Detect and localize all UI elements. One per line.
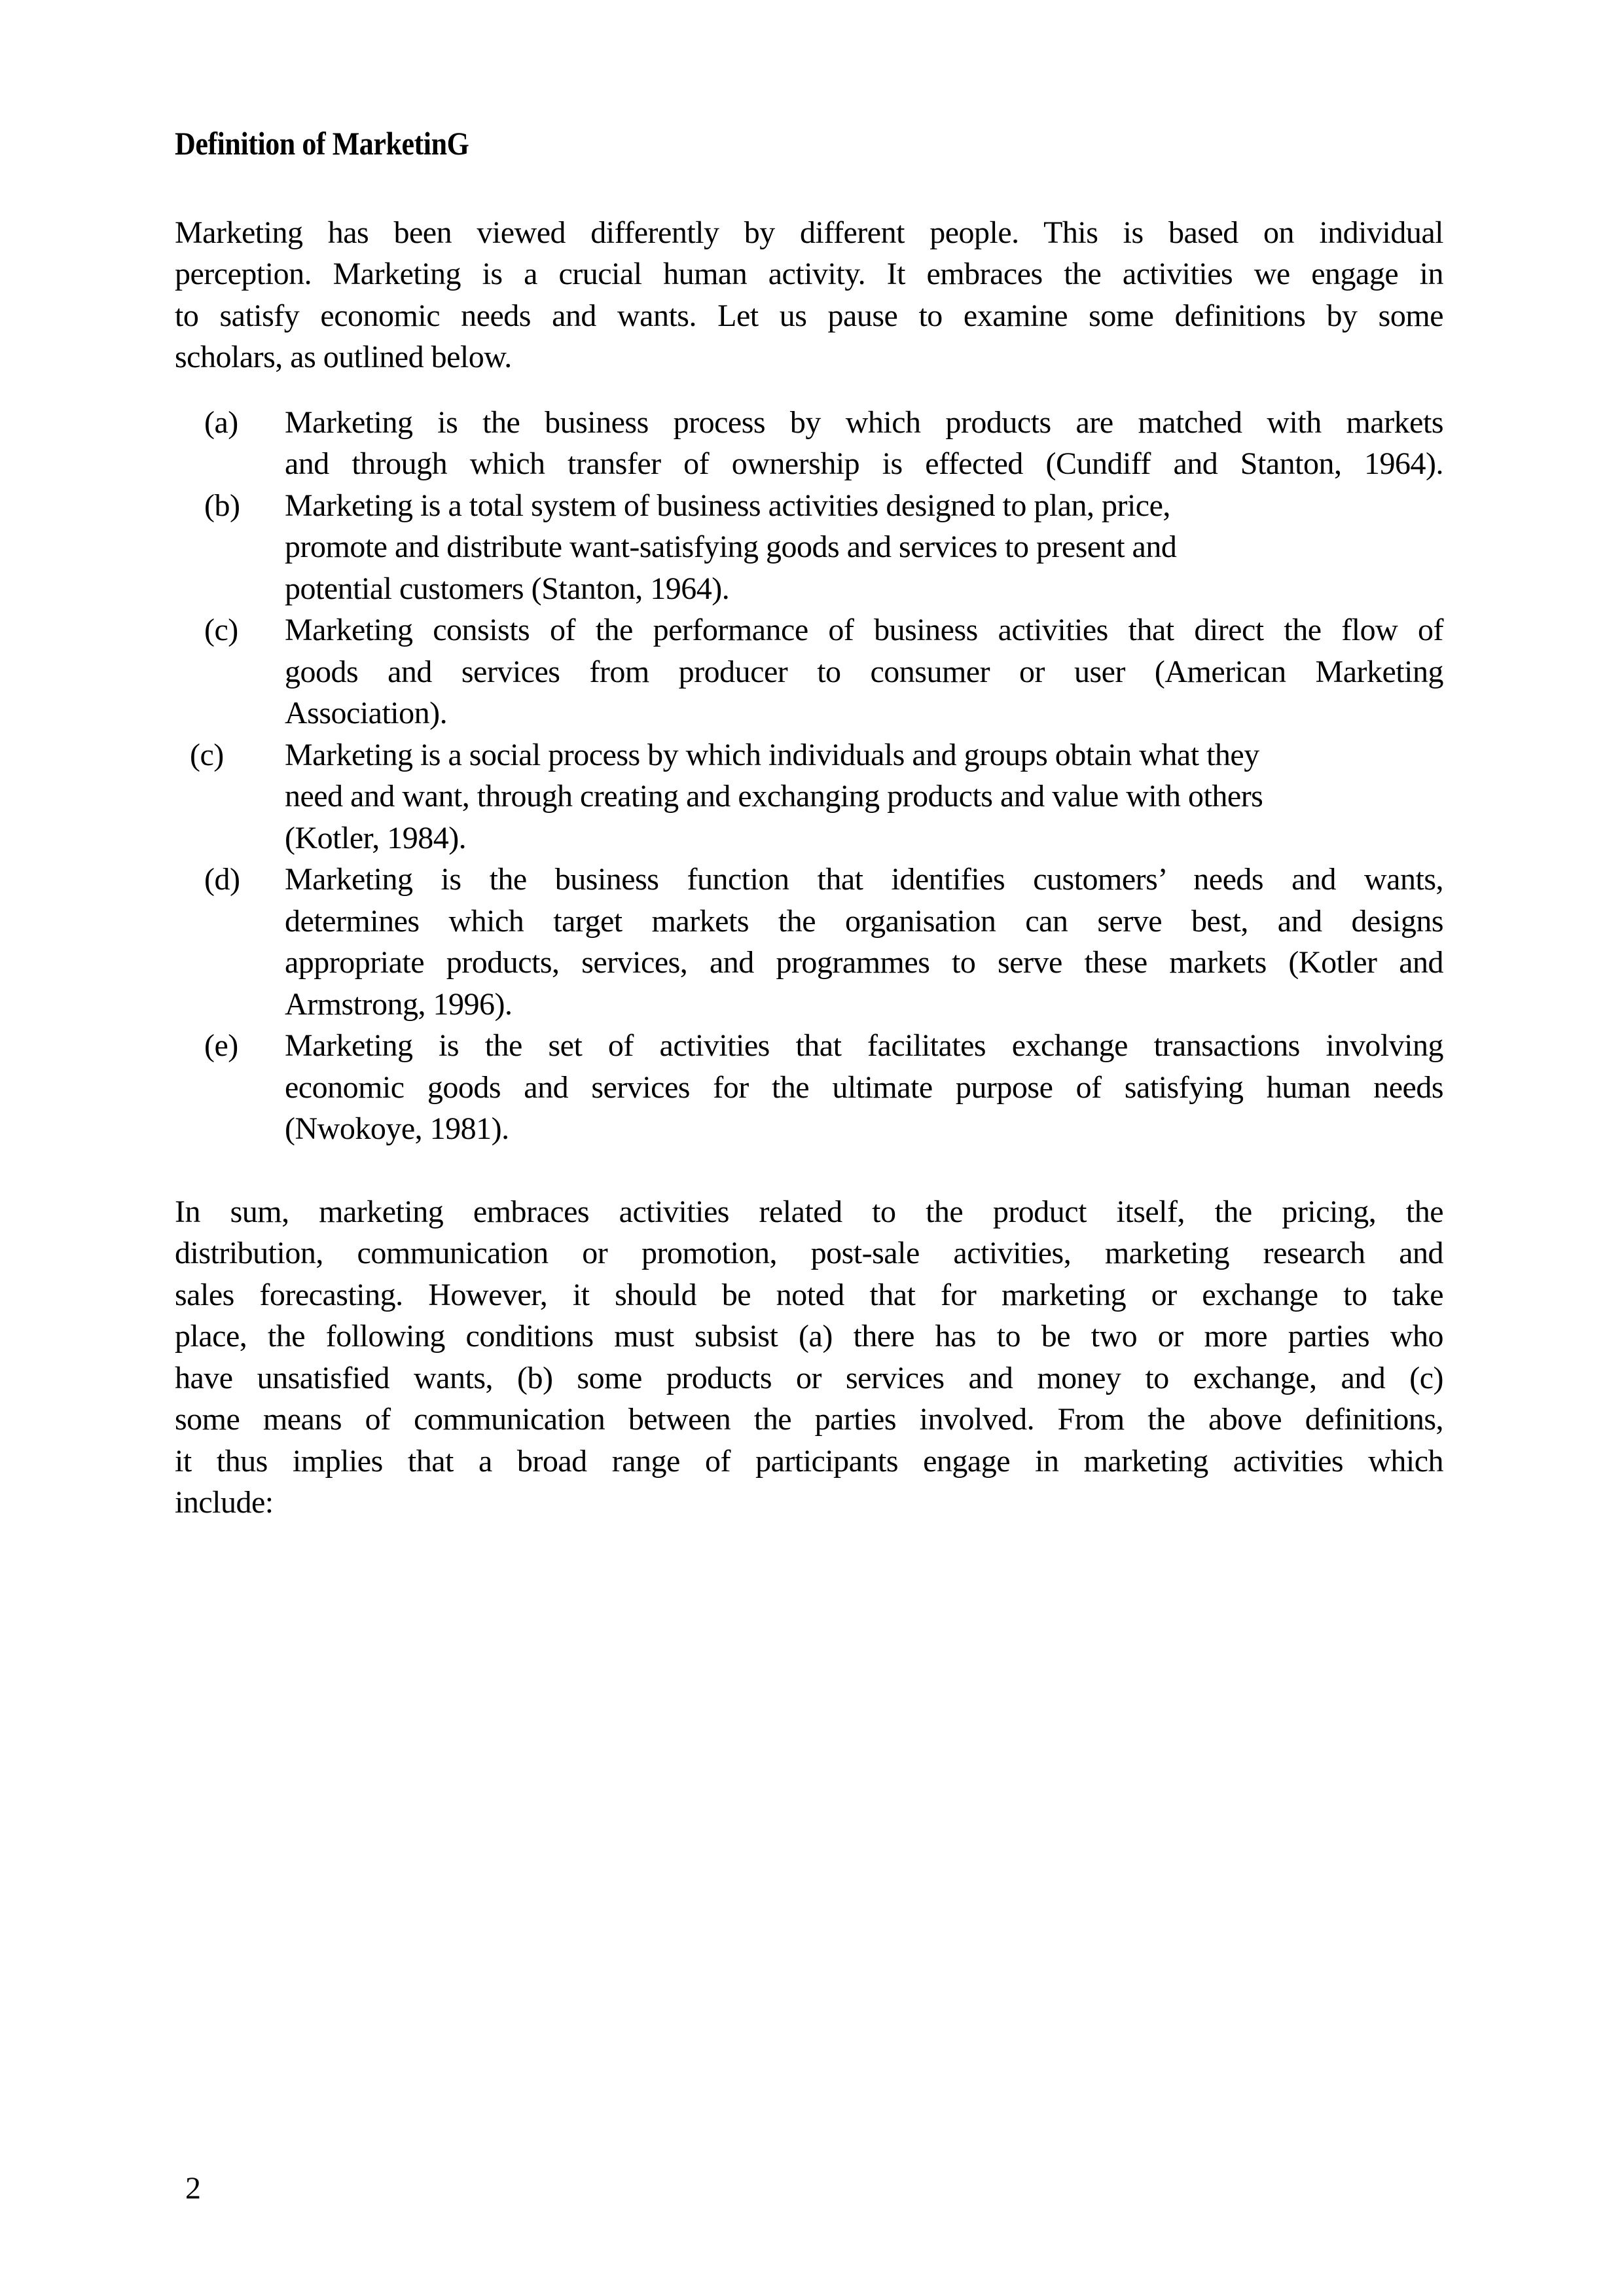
text-line: it thus implies that a broad range of participants engage in marketing activities which [175, 1443, 1443, 1479]
text-line: economic goods and services for the ultimate purpose of satisfying human needs [285, 1069, 1443, 1105]
text-line: determines which target markets the organisation can serve best, and designs [285, 903, 1443, 939]
definition-text [285, 402, 1443, 485]
text-line: sales forecasting. However, it should be noted that for marketing or exchange to take [175, 1277, 1443, 1312]
definition-item-c1 [175, 609, 1443, 734]
text-line: Marketing is the business process by which products are matched with markets [285, 404, 1443, 440]
definition-text [285, 859, 1443, 1025]
text-line: include: [175, 1485, 274, 1520]
text-line: potential customers (Stanton, 1964). [285, 571, 730, 606]
text-line: In sum, marketing embraces activities related to the product itself, the pricing, the [175, 1194, 1443, 1229]
text-line: distribution, communication or promotion, post-sale activities, marketing research and [175, 1236, 1443, 1270]
text-line: promote and distribute want-satisfying goods and services to present and [285, 529, 1177, 564]
summary-paragraph [175, 1191, 1443, 1524]
text-line: Marketing has been viewed differently by different people. This is based on individual [175, 215, 1443, 250]
text-line: place, the following conditions must subsist (a) there has to be two or more parties who [175, 1319, 1443, 1354]
page-content [175, 123, 1443, 1524]
text-line: Marketing is the set of activities that facilitates exchange transactions involving [285, 1028, 1443, 1063]
intro-paragraph [175, 212, 1443, 378]
definition-label: (d) [204, 862, 240, 897]
definition-text [285, 734, 1443, 859]
definition-item-e [175, 1025, 1443, 1150]
text-line: have unsatisfied wants, (b) some products or services and money to exchange, and (c) [175, 1360, 1443, 1395]
text-line: (Nwokoye, 1981). [285, 1111, 509, 1146]
text-line: (Kotler, 1984). [285, 820, 467, 855]
definition-text [285, 1025, 1443, 1150]
text-line: Marketing consists of the performance of business activities that direct the flow of [285, 613, 1443, 647]
definition-text [285, 485, 1443, 610]
text-line: goods and services from producer to consumer or user (American Marketing [285, 654, 1443, 689]
text-line: appropriate products, services, and programmes to serve these markets (Kotler and [285, 945, 1443, 980]
text-line: Armstrong, 1996). [285, 986, 513, 1022]
text-line: Marketing is a total system of business activities designed to plan, price, [285, 488, 1170, 523]
definition-label: (a) [204, 404, 238, 440]
definition-item-d [175, 859, 1443, 1025]
text-line: and through which transfer of ownership is effected (Cundiff and Stanton, 1964). [285, 446, 1443, 481]
text-line: need and want, through creating and exchanging products and value with others [285, 779, 1263, 814]
text-line: some means of communication between the parties involved. From the above definitions, [175, 1402, 1443, 1437]
definition-item-a [175, 402, 1443, 485]
definition-label: (b) [204, 488, 240, 523]
definition-label: (c) [190, 737, 224, 772]
definition-text [285, 609, 1443, 734]
text-line: perception. Marketing is a crucial human activity. It embraces the activities we engage in [175, 257, 1443, 291]
definition-item-b [175, 485, 1443, 610]
definition-label: (e) [204, 1028, 238, 1063]
text-line: scholars, as outlined below. [175, 340, 512, 374]
text-line: Marketing is a social process by which individuals and groups obtain what they [285, 737, 1259, 772]
definition-label: (c) [204, 613, 238, 647]
text-line: Marketing is the business function that identifies customers’ needs and wants, [285, 862, 1443, 897]
page-number: 2 [185, 2171, 201, 2206]
definition-item-c2 [175, 734, 1443, 859]
text-line: Association). [285, 696, 448, 730]
definitions-list [175, 402, 1443, 1150]
text-line: to satisfy economic needs and wants. Let us pause to examine some definitions by some [175, 298, 1443, 333]
document-title: Definition of MarketinG [175, 125, 469, 162]
